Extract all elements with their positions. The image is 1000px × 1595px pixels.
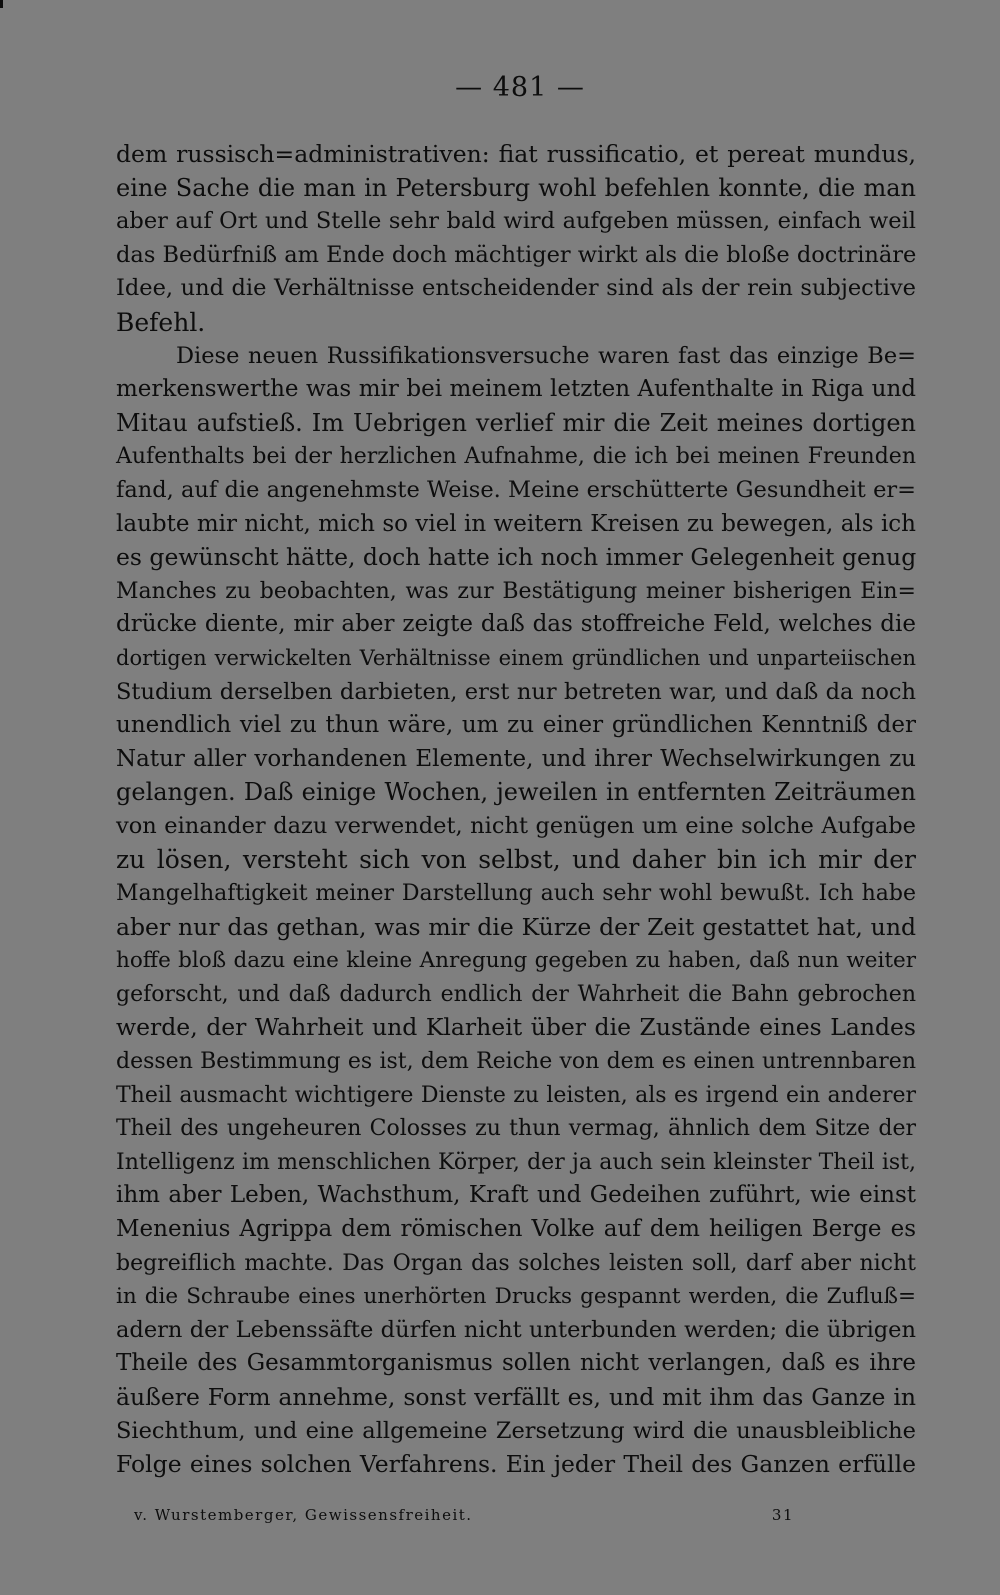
text-line: dem russisch=administrativen: fiat russificatio, et pereat mundus,: [116, 140, 916, 168]
text-line: Siechthum, und eine allgemeine Zersetzung wird die unausbleibliche: [116, 1417, 916, 1444]
text-line: Studium derselben darbieten, erst nur betreten war, und daß da noch: [116, 678, 916, 705]
page-number: — 481 —: [455, 72, 585, 103]
footer: [134, 1504, 794, 1526]
text-line: Theil des ungeheuren Colosses zu thun vermag, ähnlich dem Sitze der: [116, 1116, 916, 1142]
text-line: in die Schraube eines unerhörten Drucks gespannt werden, die Zufluß=: [116, 1284, 916, 1310]
body-text: [116, 138, 916, 1482]
text-line: dessen Bestimmung es ist, dem Reiche von dem es einen untrennbaren: [116, 1049, 916, 1075]
text-line: adern der Lebenssäfte dürfen nicht unterbunden werden; die übrigen: [116, 1316, 916, 1343]
text-line: ihm aber Leben, Wachsthum, Kraft und Gedeihen zuführt, wie einst: [116, 1182, 916, 1209]
text-line: merkenswerthe was mir bei meinem letzten Aufenthalte in Riga und: [116, 376, 916, 403]
text-line: Mitau aufstieß. Im Uebrigen verlief mir die Zeit meines dortigen: [116, 408, 916, 437]
text-line: drücke diente, mir aber zeigte daß das stoffreiche Feld, welches die: [116, 611, 916, 638]
text-line: begreiflich machte. Das Organ das solches leisten soll, darf aber nicht: [116, 1250, 916, 1276]
text-line: es gewünscht hätte, doch hatte ich noch immer Gelegenheit genug: [116, 543, 917, 572]
text-line: fand, auf die angenehmste Weise. Meine erschütterte Gesundheit er=: [116, 476, 916, 503]
text-line: Befehl.: [116, 307, 206, 337]
text-line: Intelligenz im menschlichen Körper, der ja auch sein kleinster Theil ist,: [116, 1149, 916, 1175]
text-line: eine Sache die man in Petersburg wohl befehlen konnte, die man: [116, 173, 916, 202]
text-line: Natur aller vorhandenen Elemente, und ihrer Wechselwirkungen zu: [116, 745, 916, 772]
footer-signature: 31: [771, 1506, 794, 1524]
text-line: Mangelhaftigkeit meiner Darstellung auch sehr wohl bewußt. Ich habe: [116, 881, 916, 907]
text-line: werde, der Wahrheit und Klarheit über die Zustände eines Landes: [116, 1013, 916, 1042]
footer-author-title: v. Wurstemberger, Gewissensfreiheit.: [134, 1506, 473, 1524]
text-line: Idee, und die Verhältnisse entscheidender sind als der rein subjective: [116, 275, 916, 302]
text-line: dortigen verwickelten Verhältnisse einem gründlichen und unparteiischen: [116, 645, 916, 670]
text-line: das Bedürfniß am Ende doch mächtiger wirkt als die bloße doctrinäre: [116, 241, 917, 268]
text-line: Folge eines solchen Verfahrens. Ein jeder Theil des Ganzen erfülle: [116, 1450, 916, 1479]
text-line: Theile des Gesammtorganismus sollen nicht verlangen, daß es ihre: [116, 1350, 916, 1377]
text-line: aber auf Ort und Stelle sehr bald wird aufgeben müssen, einfach weil: [116, 208, 916, 235]
text-line: von einander dazu verwendet, nicht genügen um eine solche Aufgabe: [116, 812, 916, 839]
text-line: Menenius Agrippa dem römischen Volke auf dem heiligen Berge es: [116, 1216, 916, 1242]
text-line: Theil ausmacht wichtigere Dienste zu leisten, als es irgend ein anderer: [116, 1082, 916, 1108]
text-line: hoffe bloß dazu eine kleine Anregung gegeben zu haben, daß nun weiter: [116, 948, 916, 974]
text-line: gelangen. Daß einige Wochen, jeweilen in entfernten Zeiträumen: [116, 778, 916, 807]
text-line: Manches zu beobachten, was zur Bestätigung meiner bisherigen Ein=: [116, 578, 916, 604]
text-line: laubte mir nicht, mich so viel in weitern Kreisen zu bewegen, als ich: [116, 510, 916, 537]
text-line: geforscht, und daß dadurch endlich der Wahrheit die Bahn gebrochen: [116, 981, 916, 1007]
text-line: Aufenthalts bei der herzlichen Aufnahme, die ich bei meinen Freunden: [116, 444, 916, 470]
edge-mark: [0, 0, 3, 8]
text-line: Diese neuen Russifikationsversuche waren fast das einzige Be=: [176, 342, 916, 369]
text-line: unendlich viel zu thun wäre, um zu einer gründlichen Kenntniß der: [116, 712, 916, 739]
text-line: äußere Form annehme, sonst verfällt es, und mit ihm das Ganze in: [116, 1382, 916, 1411]
text-line: zu lösen, versteht sich von selbst, und daher bin ich mir der: [116, 845, 916, 875]
text-line: aber nur das gethan, was mir die Kürze der Zeit gestattet hat, und: [116, 912, 916, 941]
